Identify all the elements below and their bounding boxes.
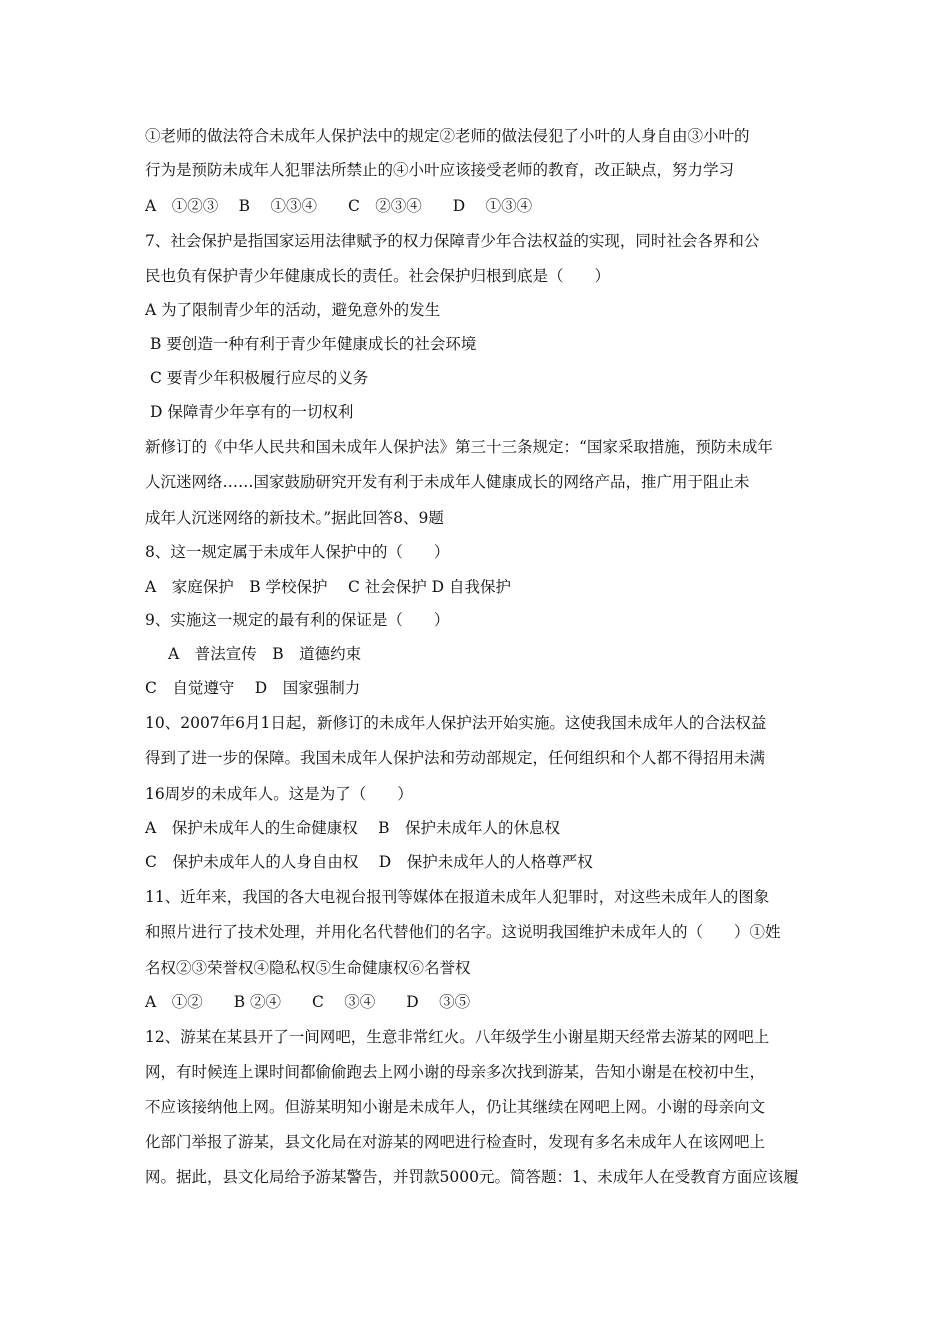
question-7: 7、社会保护是指国家运用法律赋予的权力保障青少年合法权益的实现，同时社会各界和公	[145, 232, 760, 250]
answer-options: C 保护未成年人的人身自由权 D 保护未成年人的人格尊严权	[145, 853, 593, 871]
option-c: C 要青少年积极履行应尽的义务	[150, 369, 369, 387]
text-line: 不应该接纳他上网。但游某明知小谢是未成年人，仍让其继续在网吧上网。小谢的母亲向文	[145, 1098, 766, 1116]
answer-options: A ①②③ B ①③④ C ②③④ D ①③④	[145, 197, 533, 215]
passage-line: 新修订的《中华人民共和国未成年人保护法》第三十三条规定：“国家采取措施，预防未成年	[145, 438, 773, 456]
passage-line: 人沉迷网络……国家鼓励研究开发有利于未成年人健康成长的网络产品，推广用于阻止未	[145, 473, 750, 491]
text-line: 行为是预防未成年人犯罪法所禁止的④小叶应该接受老师的教育，改正缺点，努力学习	[145, 161, 735, 179]
answer-options: A 家庭保护 B 学校保护 C 社会保护 D 自我保护	[145, 578, 512, 596]
text-line: ①老师的做法符合未成年人保护法中的规定②老师的做法侵犯了小叶的人身自由③小叶的	[145, 127, 750, 145]
text-line: 16周岁的未成年人。这是为了（ ）	[145, 785, 413, 803]
text-line: 网。据此，县文化局给予游某警告，并罚款5000元。简答题：1、未成年人在受教育方面应该履	[145, 1168, 799, 1186]
question-12: 12、游某在某县开了一间网吧，生意非常红火。八年级学生小谢星期天经常去游某的网吧上	[145, 1028, 770, 1046]
question-9: 9、实施这一规定的最有利的保证是（ ）	[145, 611, 450, 629]
text-line: 化部门举报了游某，县文化局在对游某的网吧进行检查时，发现有多名未成年人在该网吧上	[145, 1133, 766, 1151]
option-a: A 为了限制青少年的活动，避免意外的发生	[145, 301, 441, 319]
answer-options: A 普法宣传 B 道德约束	[168, 645, 362, 663]
answer-options: A ①② B ②④ C ③④ D ③⑤	[145, 993, 471, 1011]
question-10: 10、2007年6月1日起，新修订的未成年人保护法开始实施。这使我国未成年人的合法权益	[145, 714, 767, 732]
option-d: D 保障青少年享有的一切权利	[150, 403, 354, 421]
answer-options: A 保护未成年人的生命健康权 B 保护未成年人的休息权	[145, 819, 561, 837]
question-11: 11、近年来，我国的各大电视台报刊等媒体在报道未成年人犯罪时，对这些未成年人的图象	[145, 888, 770, 906]
question-8: 8、这一规定属于未成年人保护中的（ ）	[145, 543, 450, 561]
text-line: 民也负有保护青少年健康成长的责任。社会保护归根到底是（ ）	[145, 267, 611, 285]
text-line: 和照片进行了技术处理，并用化名代替他们的名字。这说明我国维护未成年人的（ ）①姓	[145, 923, 781, 941]
option-b: B 要创造一种有利于青少年健康成长的社会环境	[150, 335, 477, 353]
text-line: 得到了进一步的保障。我国未成年人保护法和劳动部规定，任何组织和个人都不得招用未满	[145, 749, 766, 767]
passage-line: 成年人沉迷网络的新技术。”据此回答8、9题	[145, 509, 444, 527]
answer-options: C 自觉遵守 D 国家强制力	[145, 679, 361, 697]
text-line: 网，有时候连上课时间都偷偷跑去上网小谢的母亲多次找到游某，告知小谢是在校初中生，	[145, 1063, 766, 1081]
text-line: 名权②③荣誉权④隐私权⑤生命健康权⑥名誉权	[145, 959, 471, 977]
